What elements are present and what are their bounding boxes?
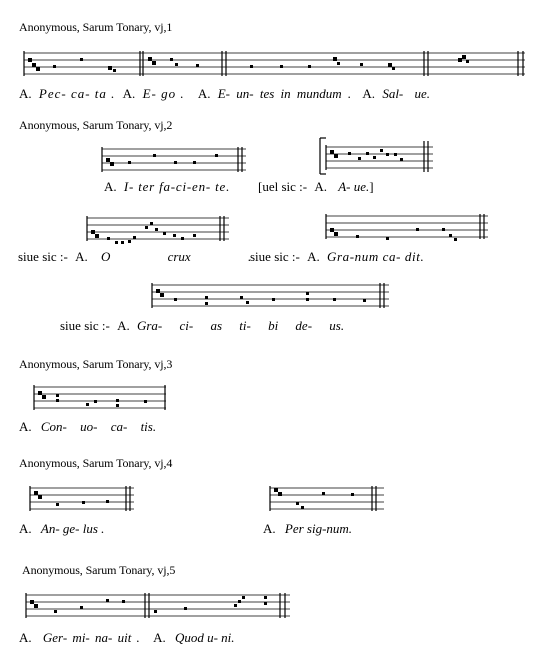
antiphon-marker: A. (197, 86, 211, 101)
lyric-text: Ger- mi- na- uit . (42, 630, 140, 645)
antiphon-marker: A. (362, 86, 376, 101)
antiphon-marker: A. (122, 86, 136, 101)
bracket-close: ] (369, 179, 374, 194)
lyric-line-vj5 (19, 630, 235, 646)
lyric-line-vj2a (104, 179, 230, 195)
antiphon-marker: A. (104, 179, 117, 194)
chant-staff (20, 48, 525, 82)
lyric-text: Gra- ci- as ti- bi de- us. (136, 318, 345, 333)
antiphon-marker: A. (19, 630, 32, 645)
antiphon-marker: A. (19, 86, 32, 101)
lyric-line-vj2c (18, 249, 251, 265)
chant-staff (26, 483, 138, 515)
music-staff-vj2c (83, 210, 233, 250)
lyric-line-vj4a (19, 521, 104, 537)
chant-staff (148, 280, 393, 316)
section-header-vj3: Anonymous, Sarum Tonary, vj,3 (19, 357, 173, 371)
music-staff-vj2d (322, 210, 492, 250)
lyric-line-vj3 (19, 419, 156, 435)
antiphon-marker: A. (263, 521, 276, 536)
chant-staff (98, 145, 248, 177)
chant-staff (22, 590, 294, 624)
antiphon-marker: A. (307, 249, 320, 264)
lyric-text: Pec- ca- ta . (38, 86, 116, 101)
antiphon-marker: A. (19, 419, 32, 434)
chant-staff (322, 210, 492, 250)
chant-staff (266, 483, 388, 515)
lyric-text: A- ue. (338, 179, 370, 194)
music-staff-vj2e (148, 280, 393, 316)
antiphon-marker: A. (75, 249, 88, 264)
section-header-vj5: Anonymous, Sarum Tonary, vj,5 (22, 563, 176, 577)
lyric-text: Sal- ue. (382, 86, 431, 101)
lyric-text: Gra-num ca- dit. (326, 249, 425, 264)
music-staff-vj1 (20, 48, 525, 82)
alt-prefix: [uel sic :- (258, 179, 308, 194)
lyric-text: Per sig-num. (284, 521, 353, 536)
lyric-text: E- go . (142, 86, 185, 101)
lyric-text: O crux . (100, 249, 252, 264)
alt-prefix: siue sic :- (60, 318, 110, 333)
chant-staff (30, 383, 170, 413)
section-header-vj2: Anonymous, Sarum Tonary, vj,2 (19, 118, 173, 132)
antiphon-marker: A. (117, 318, 130, 333)
lyric-text: E- un- tes in mundum . (217, 86, 352, 101)
lyric-text: Con- uo- ca- tis. (40, 419, 157, 434)
music-staff-vj3 (30, 383, 170, 413)
antiphon-marker: A. (153, 630, 166, 645)
lyric-text: An- ge- lus . (40, 521, 105, 536)
section-header-vj1: Anonymous, Sarum Tonary, vj,1 (19, 20, 173, 34)
chant-staff (83, 210, 233, 250)
alt-prefix: siue sic :- (250, 249, 300, 264)
music-staff-vj5 (22, 590, 294, 624)
section-header-vj4: Anonymous, Sarum Tonary, vj,4 (19, 456, 173, 470)
music-staff-vj2b (318, 136, 438, 176)
lyric-text: I- ter fa-ci-en- te. (123, 179, 231, 194)
lyric-line-vj1 (19, 86, 430, 102)
music-staff-vj4b (266, 483, 388, 515)
lyric-line-vj2d (250, 249, 424, 265)
antiphon-marker: A. (314, 179, 327, 194)
lyric-text: Quod u- ni. (174, 630, 235, 645)
antiphon-marker: A. (19, 521, 32, 536)
music-staff-vj2a (98, 145, 248, 177)
lyric-line-vj2b (258, 179, 374, 195)
alt-prefix: siue sic :- (18, 249, 68, 264)
lyric-line-vj2e (60, 318, 344, 334)
chant-staff (318, 136, 438, 176)
music-staff-vj4a (26, 483, 138, 515)
lyric-line-vj4b (263, 521, 352, 537)
